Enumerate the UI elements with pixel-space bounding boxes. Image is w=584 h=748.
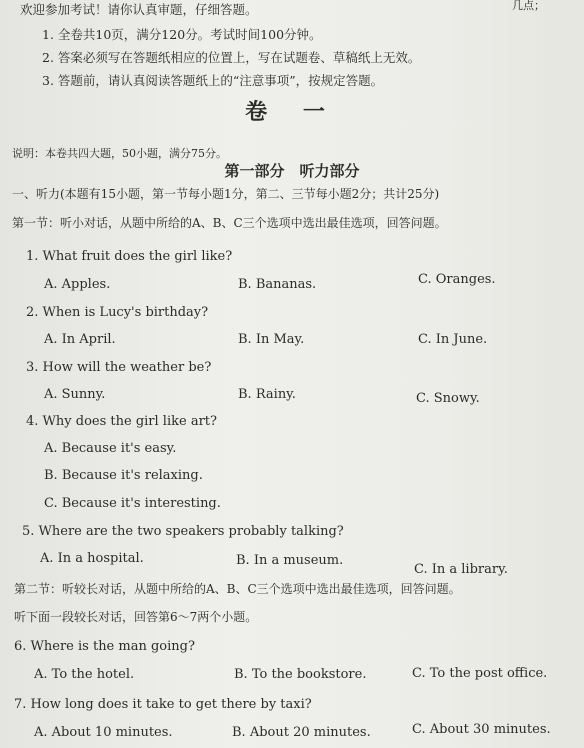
q4-option-b: B. Because it's relaxing. <box>44 468 203 483</box>
q6-option-a: A. To the hotel. <box>34 667 135 682</box>
question-7: 7. How long does it take to get there by taxi? <box>14 697 312 712</box>
q2-option-c: C. In June. <box>418 332 488 347</box>
volume-title: 卷 一 <box>245 99 339 125</box>
header-greeting: 欢迎参加考试！请你认真审题，仔细答题。 <box>20 2 258 17</box>
section1-intro: 第一节：听小对话，从题中所给的A、B、C三个选项中选出最佳选项，回答问题。 <box>12 216 447 230</box>
q2-option-b: B. In May. <box>238 332 305 347</box>
question-3: 3. How will the weather be? <box>26 360 212 375</box>
question-6: 6. Where is the man going? <box>14 639 195 654</box>
q3-option-b: B. Rainy. <box>238 387 296 402</box>
question-4: 4. Why does the girl like art? <box>26 414 217 429</box>
instruction-2: 2. 答案必须写在答题纸相应的位置上，写在试题卷、草稿纸上无效。 <box>42 50 421 65</box>
q5-option-b: B. In a museum. <box>236 553 344 568</box>
section2-intro: 第二节：听较长对话，从题中所给的A、B、C三个选项中选出最佳选项，回答问题。 <box>14 582 461 596</box>
section2-sub: 听下面一段较长对话，回答第6～7两个小题。 <box>14 610 258 624</box>
header-corner-text: 几点； <box>512 0 545 12</box>
q1-option-b: B. Bananas. <box>238 277 317 292</box>
instruction-3: 3. 答题前，请认真阅读答题纸上的“注意事项”，按规定答题。 <box>42 73 384 88</box>
instruction-1: 1. 全卷共10页，满分120分。考试时间100分钟。 <box>42 27 322 42</box>
q7-option-c: C. About 30 minutes. <box>412 722 551 737</box>
q5-option-a: A. In a hospital. <box>40 551 144 566</box>
question-5: 5. Where are the two speakers probably talking? <box>22 524 344 539</box>
q7-option-b: B. About 20 minutes. <box>232 725 371 740</box>
q4-option-a: A. Because it's easy. <box>44 441 177 456</box>
q1-option-a: A. Apples. <box>44 277 111 292</box>
q4-option-c: C. Because it's interesting. <box>44 496 221 511</box>
question-2: 2. When is Lucy's birthday? <box>26 305 209 320</box>
q3-option-a: A. Sunny. <box>44 387 106 402</box>
part-title: 第一部分 听力部分 <box>224 162 360 180</box>
volume-note: 说明：本卷共四大题，50小题，满分75分。 <box>12 147 227 160</box>
q2-option-a: A. In April. <box>44 332 116 347</box>
q1-option-c: C. Oranges. <box>418 272 496 287</box>
q5-option-c: C. In a library. <box>414 562 508 577</box>
question-1: 1. What fruit does the girl like? <box>26 249 233 264</box>
section-heading: 一、听力(本题有15小题，第一节每小题1分，第二、三节每小题2分；共计25分) <box>12 187 440 201</box>
q7-option-a: A. About 10 minutes. <box>34 725 173 740</box>
q6-option-b: B. To the bookstore. <box>234 667 367 682</box>
q6-option-c: C. To the post office. <box>412 666 548 681</box>
q3-option-c: C. Snowy. <box>416 391 480 406</box>
